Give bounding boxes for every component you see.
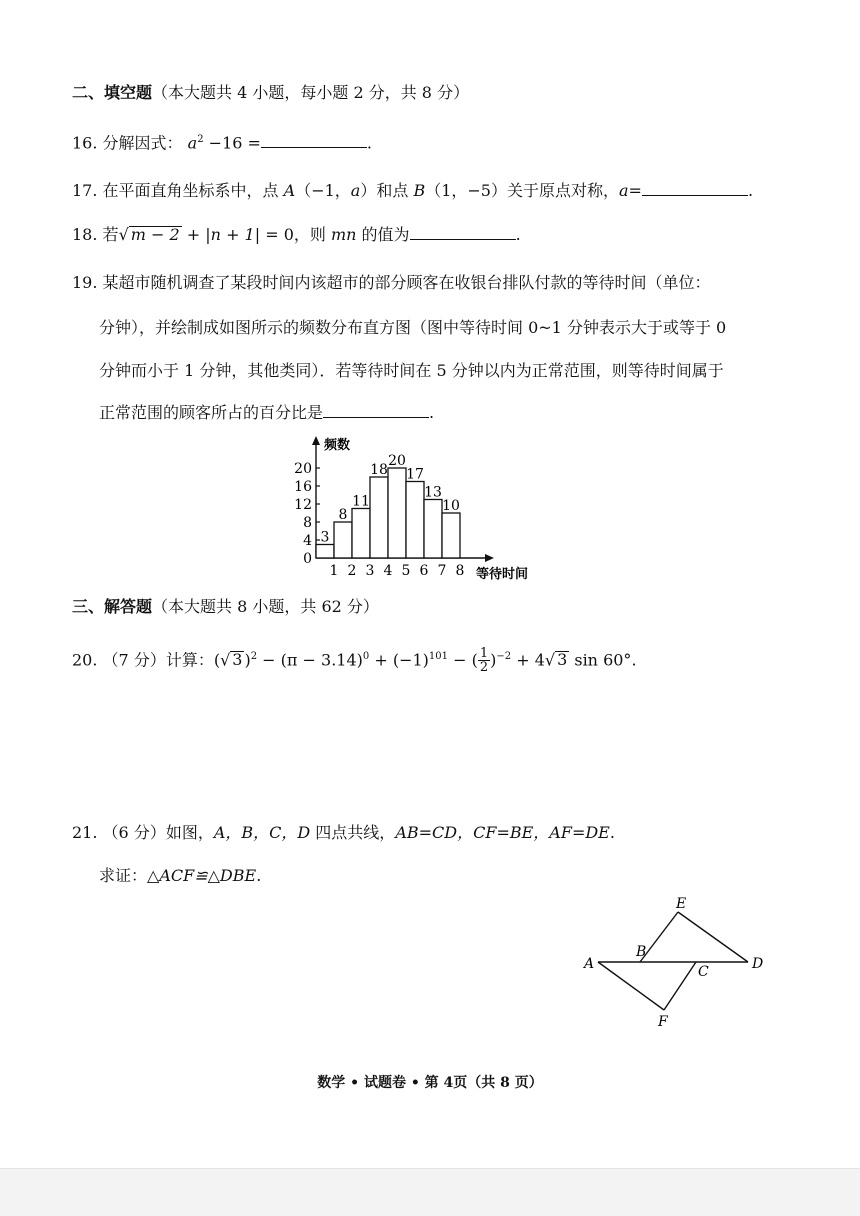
question-number: 18. bbox=[72, 225, 98, 244]
point-list: A，B，C，D bbox=[213, 823, 311, 842]
x-tick-label: 4 bbox=[383, 563, 393, 579]
math-variable: a bbox=[350, 181, 361, 200]
point-label-a: A bbox=[584, 956, 595, 972]
y-tick-label: 0 bbox=[303, 551, 312, 567]
question-text: 在平面直角坐标系中，点 bbox=[102, 181, 284, 200]
question-17 bbox=[72, 180, 753, 202]
answer-blank[interactable] bbox=[410, 225, 516, 240]
sqrt-expression: m − 2 bbox=[130, 225, 180, 244]
math-exponent: −2 bbox=[496, 651, 512, 662]
question-19-line-1 bbox=[72, 272, 711, 294]
segment-fc bbox=[664, 962, 696, 1010]
y-tick-label: 4 bbox=[303, 533, 312, 549]
y-tick-label: 16 bbox=[294, 479, 312, 495]
section-title: 二、填空题 bbox=[72, 83, 153, 102]
segment-af bbox=[598, 962, 664, 1010]
answer-blank[interactable] bbox=[261, 133, 367, 148]
answer-blank[interactable] bbox=[323, 403, 429, 418]
math-variable: mn bbox=[330, 225, 357, 244]
page-bottom-band bbox=[0, 1168, 860, 1216]
question-19-line-4 bbox=[99, 402, 434, 424]
period: . bbox=[366, 133, 373, 153]
abs-expression: n + 1 bbox=[210, 225, 255, 244]
question-number: 17. bbox=[72, 181, 98, 200]
histogram-bar bbox=[370, 477, 388, 558]
question-16 bbox=[72, 129, 372, 154]
question-text: （7 分）计算： bbox=[102, 650, 214, 670]
question-text: （−1， bbox=[295, 181, 351, 200]
question-21-prove bbox=[99, 865, 261, 887]
bar-value-label: 17 bbox=[406, 466, 424, 483]
point-label-f: F bbox=[658, 1014, 668, 1030]
question-text: （1，−5）关于原点对称， bbox=[425, 181, 619, 200]
fraction-denominator: 2 bbox=[479, 660, 489, 676]
question-text: （6 分）如图， bbox=[102, 823, 214, 842]
sqrt-expression: 3 bbox=[557, 650, 568, 670]
x-tick-label: 6 bbox=[419, 563, 429, 579]
bar-value-label: 11 bbox=[352, 493, 370, 510]
y-axis-label: 频数 bbox=[324, 438, 351, 453]
y-tick-label: 20 bbox=[294, 461, 312, 477]
answer-blank[interactable] bbox=[642, 181, 748, 196]
x-tick-label: 1 bbox=[329, 563, 339, 579]
math-expression: −16 = bbox=[203, 133, 261, 153]
histogram-bar bbox=[388, 468, 406, 558]
math-term: − ( bbox=[448, 650, 478, 670]
fraction bbox=[478, 647, 490, 674]
histogram-bar bbox=[334, 522, 352, 558]
question-text: 的值为 bbox=[356, 225, 410, 244]
question-text: 正常范围的顾客所占的百分比是 bbox=[99, 403, 324, 422]
question-19-line-2: 分钟），并绘制成如图所示的频数分布直方图（图中等待时间 0~1 分钟表示大于或等于 0 bbox=[99, 318, 727, 337]
point-label-c: C bbox=[698, 964, 709, 980]
question-text: ）和点 bbox=[360, 181, 414, 200]
question-number: 16. bbox=[72, 133, 98, 153]
section-3-heading bbox=[72, 596, 379, 618]
question-text: 某超市随机调查了某段时间内该超市的部分顾客在收银台排队付款的等待时间（单位： bbox=[102, 273, 711, 292]
period: . bbox=[631, 650, 637, 670]
math-term: + 4 bbox=[511, 650, 545, 670]
period: . bbox=[256, 866, 262, 885]
period: . bbox=[515, 225, 521, 244]
point-label-d: D bbox=[752, 956, 764, 972]
histogram-chart bbox=[280, 432, 550, 587]
question-text: 若 bbox=[102, 225, 119, 244]
math-term: + (−1) bbox=[369, 650, 429, 670]
question-text: 四点共线， bbox=[310, 823, 396, 842]
math-exponent: 101 bbox=[428, 651, 448, 662]
period: . bbox=[429, 403, 435, 422]
conditions: AB=CD，CF=BE，AF=DE bbox=[395, 823, 610, 842]
section-title: 三、解答题 bbox=[72, 597, 153, 616]
math-exponent: 0 bbox=[362, 651, 370, 662]
bar-value-label: 20 bbox=[388, 453, 406, 469]
point-label-e: E bbox=[676, 896, 687, 912]
y-axis-arrow bbox=[312, 436, 320, 445]
x-axis-label: 等待时间 bbox=[476, 567, 529, 582]
prove-statement: △ACF≌△DBE bbox=[147, 866, 257, 885]
question-text: 分解因式： bbox=[102, 133, 183, 153]
math-exponent: 2 bbox=[197, 134, 204, 145]
bar-value-label: 13 bbox=[424, 484, 442, 501]
math-variable: a= bbox=[618, 181, 642, 200]
section-note: （本大题共 4 小题，每小题 2 分，共 8 分） bbox=[152, 83, 470, 102]
math-term: sin 60° bbox=[569, 650, 632, 670]
question-21 bbox=[72, 822, 615, 844]
bar-value-label: 3 bbox=[320, 529, 330, 546]
point-label: B bbox=[413, 181, 426, 200]
histogram-bar bbox=[442, 513, 460, 558]
math-exponent: 2 bbox=[250, 651, 258, 662]
histogram-bar bbox=[406, 482, 424, 559]
math-term: − (π − 3.14) bbox=[257, 650, 363, 670]
question-number: 20. bbox=[72, 650, 98, 670]
segment-ed bbox=[678, 912, 748, 962]
math-variable: a bbox=[187, 133, 198, 153]
period: . bbox=[747, 181, 754, 200]
y-tick-label: 12 bbox=[294, 497, 312, 513]
x-tick-label: 2 bbox=[347, 563, 357, 579]
math-operator: + bbox=[181, 225, 206, 244]
geometry-figure bbox=[580, 892, 780, 1037]
bar-value-label: 18 bbox=[370, 462, 388, 478]
math-paren: ( bbox=[213, 650, 221, 670]
x-axis-arrow bbox=[485, 554, 494, 562]
point-label: A bbox=[283, 181, 296, 200]
section-2-heading bbox=[72, 82, 469, 104]
question-number: 19. bbox=[72, 273, 98, 292]
y-tick-label: 8 bbox=[303, 515, 312, 531]
histogram-bar bbox=[352, 509, 370, 559]
sqrt-expression: 3 bbox=[232, 650, 243, 670]
x-tick-label: 5 bbox=[401, 563, 411, 579]
bar-value-label: 10 bbox=[442, 498, 460, 514]
page-footer: 数学 • 试题卷 • 第 4页（共 8 页） bbox=[317, 1075, 543, 1091]
question-text: = 0，则 bbox=[260, 225, 331, 244]
math-paren: ) bbox=[244, 650, 251, 670]
histogram-bar bbox=[424, 500, 442, 559]
question-18: 18. 若√ m − 2 + |n + 1| = 0，则 mn 的值为 . bbox=[72, 225, 521, 244]
prove-label: 求证： bbox=[99, 866, 148, 885]
histogram-bar bbox=[316, 545, 334, 559]
x-tick-label: 8 bbox=[455, 563, 465, 579]
math-paren: ) bbox=[490, 650, 497, 670]
question-20: 20. （7 分）计算：(√ 3 )$^2 - (\pi - 3.14)^0 + (-1)^{101}$ − ( $\frac{1}{2}$ )$^{-2}$ + 4√ 3 sin 60°. bbox=[72, 646, 637, 676]
bar-value-label: 8 bbox=[338, 507, 348, 523]
point-label-b: B bbox=[636, 944, 647, 960]
question-number: 21. bbox=[72, 823, 98, 842]
x-tick-label: 3 bbox=[365, 563, 375, 579]
question-19-line-3: 分钟而小于 1 分钟，其他类同）．若等待时间在 5 分钟以内为正常范围，则等待时间属于 bbox=[99, 361, 724, 380]
period: . bbox=[609, 823, 615, 842]
fraction-numerator: 1 bbox=[479, 646, 489, 662]
x-tick-label: 7 bbox=[437, 563, 447, 579]
section-note: （本大题共 8 小题，共 62 分） bbox=[152, 597, 379, 616]
